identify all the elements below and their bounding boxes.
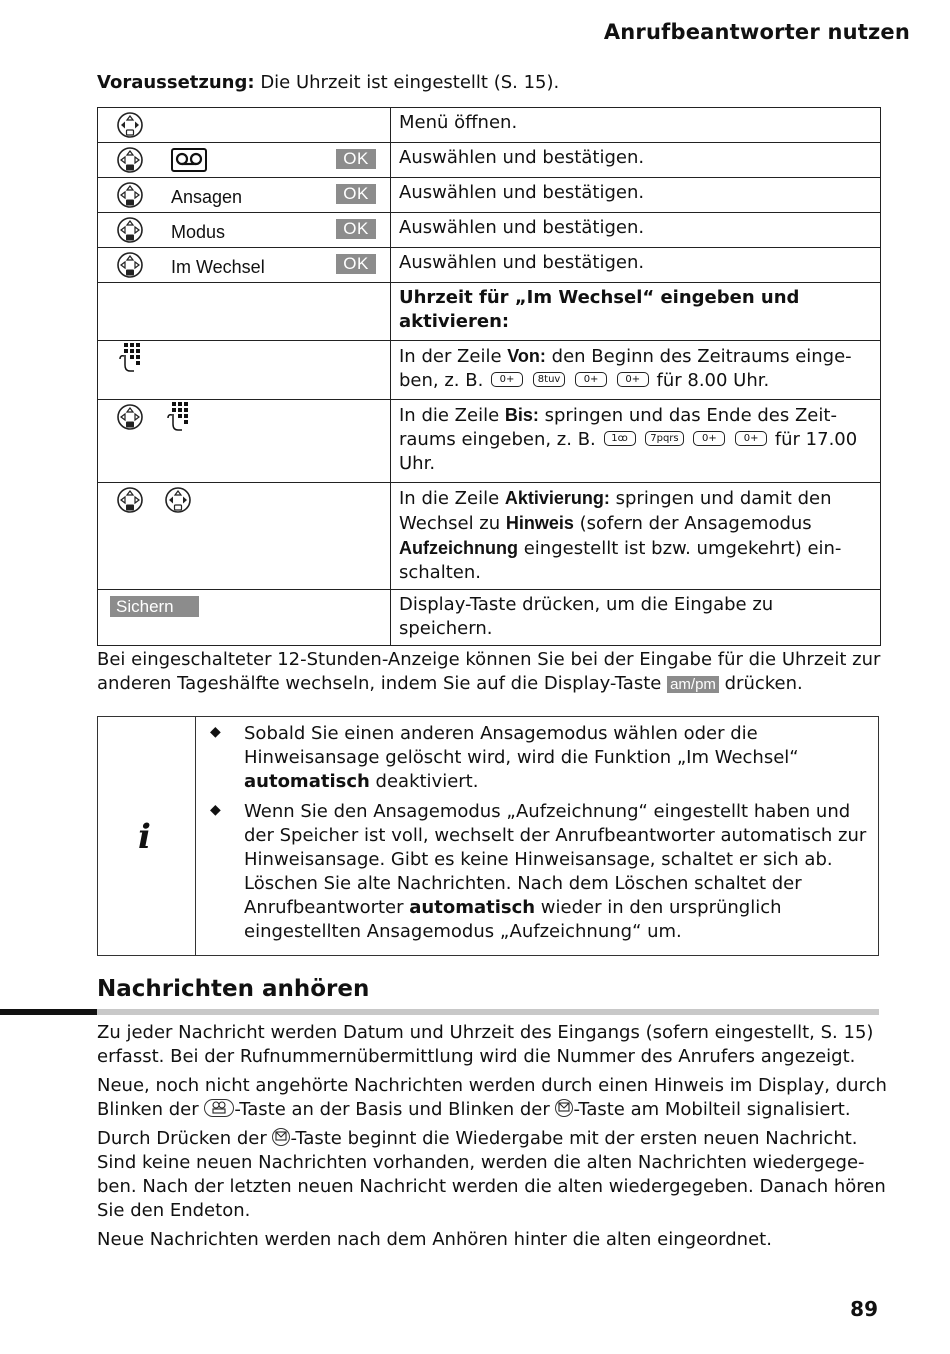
table-row	[98, 248, 881, 283]
emphasis: automatisch	[244, 771, 370, 792]
ok-softkey[interactable]: OK	[336, 254, 376, 274]
table-row	[98, 483, 881, 590]
digit-key: 0+	[617, 372, 649, 387]
base-message-key-icon	[204, 1099, 234, 1117]
text: -Taste beginnt die Wiedergabe mit der ersten neuen Nachricht. Sind keine neuen Nachrichten vorhanden, werden die alten Nachrichten wiedergege-ben. Nach der letzten neuen Nachricht werden die alten wiedergegeben. Danach hören Sie den Endeton.	[97, 1128, 886, 1221]
nav-key-icon	[114, 109, 146, 141]
nav-key-icon	[114, 249, 146, 281]
step-desc	[391, 400, 881, 483]
digit-key: 0+	[693, 431, 725, 446]
message-key-icon	[272, 1128, 290, 1146]
nav-key-icon	[162, 484, 194, 516]
step-desc: Auswählen und bestätigen.	[391, 143, 881, 178]
text: springen und das Ende des Zeit-raums eingeben, z. B.	[399, 405, 837, 450]
bullet-icon: ◆	[210, 802, 221, 818]
table-row	[98, 178, 881, 213]
text: Sobald Sie einen anderen Ansagemodus wählen oder die Hinweisansage gelöscht wird, wird die Funktion „Im Wechsel“	[244, 723, 799, 768]
step-desc: Menü öffnen.	[391, 108, 881, 143]
prerequisite	[97, 72, 559, 93]
info-bullet-2	[244, 800, 872, 944]
ok-softkey[interactable]: OK	[336, 184, 376, 204]
text: Bei eingeschalteter 12-Stunden-Anzeige können Sie bei der Eingabe für die Uhrzeit zur anderen Tageshälfte wechseln, indem Sie auf die Display-Taste	[97, 649, 881, 694]
text: In der Zeile	[399, 346, 508, 367]
text: für 17.00 Uhr.	[399, 429, 858, 474]
section-rule	[0, 1009, 97, 1015]
table-row	[98, 590, 881, 646]
message-key-icon	[555, 1099, 573, 1117]
nav-key-icon	[114, 401, 146, 433]
paragraph: Neue Nachrichten werden nach dem Anhören hinter die alten eingeordnet.	[97, 1229, 772, 1250]
prerequisite-label: Voraussetzung:	[97, 72, 255, 93]
text: deaktiviert.	[369, 771, 479, 792]
steps-table	[97, 107, 881, 646]
digit-key: 1ꝏ	[604, 431, 636, 446]
save-softkey[interactable]: Sichern	[110, 596, 199, 617]
text: -Taste an der Basis und Blinken der	[234, 1099, 556, 1120]
paragraph: Zu jeder Nachricht werden Datum und Uhrzeit des Eingangs (sofern eingestellt, S. 15) erfasst. Bei der Rufnummernübermittlung wird die Nummer des Anrufers angezeigt.	[97, 1022, 874, 1067]
nav-key-icon	[114, 214, 146, 246]
digit-key: 0+	[491, 372, 523, 387]
text: wieder in den ursprünglich eingestellten Ansagemodus „Aufzeichnung“ um.	[244, 897, 782, 942]
text: drücken.	[718, 673, 803, 694]
table-row	[98, 400, 881, 483]
text: In die Zeile	[399, 488, 505, 509]
text: Neue, noch nicht angehörte Nachrichten werden durch einen Hinweis im Display, durch Blinken der	[97, 1075, 887, 1120]
field-name: Von:	[507, 346, 546, 366]
nav-key-icon	[114, 144, 146, 176]
section-title: Nachrichten anhören	[97, 976, 370, 1002]
text: eingestellt ist bzw. umgekehrt) ein-schalten.	[399, 538, 842, 583]
text: für 8.00 Uhr.	[650, 370, 770, 391]
paragraph	[97, 1127, 887, 1223]
prerequisite-text: Die Uhrzeit ist eingestellt (S. 15).	[254, 72, 560, 93]
menu-item-label: Modus	[171, 222, 226, 242]
ok-softkey[interactable]: OK	[336, 149, 376, 169]
step-desc	[391, 483, 881, 590]
table-row	[98, 341, 881, 400]
ampm-note	[97, 648, 887, 697]
keypad-icon	[164, 400, 196, 432]
text: springen und damit den Wechsel zu	[399, 488, 832, 534]
mode-name: Hinweis	[505, 513, 574, 533]
subheading: Uhrzeit für „Im Wechsel“ eingeben und aktivieren:	[391, 283, 881, 341]
text: den Beginn des Zeitraums einge-ben, z. B.	[399, 346, 852, 391]
table-row	[98, 108, 881, 143]
step-desc: Auswählen und bestätigen.	[391, 213, 881, 248]
section-rule	[97, 1009, 879, 1015]
info-bullet-1	[244, 722, 872, 794]
keypad-icon	[116, 341, 148, 373]
nav-key-icon	[114, 179, 146, 211]
field-name: Bis:	[504, 405, 539, 425]
digit-key: 0+	[575, 372, 607, 387]
table-row	[98, 283, 881, 341]
menu-item-label: Ansagen	[171, 187, 243, 207]
step-desc: Auswählen und bestätigen.	[391, 248, 881, 283]
divider	[195, 717, 196, 955]
digit-key: 0+	[735, 431, 767, 446]
field-name: Aktivierung:	[504, 488, 610, 508]
answering-machine-icon	[171, 148, 207, 172]
emphasis: automatisch	[409, 897, 536, 918]
table-row	[98, 213, 881, 248]
digit-key: 7pqrs	[645, 431, 683, 446]
table-row	[98, 143, 881, 178]
ok-softkey[interactable]: OK	[336, 219, 376, 239]
step-desc: Display-Taste drücken, um die Eingabe zu speichern.	[391, 590, 881, 646]
page-number: 89	[850, 1297, 878, 1321]
nav-key-icon	[114, 484, 146, 516]
text: Wenn Sie den Ansagemodus „Aufzeichnung“ eingestellt haben und der Speicher ist voll, wechselt der Anrufbeantworter automatisch zur Hinweisansage. Gibt es keine Hinweisansage, schaltet er sich ab. Löschen Sie alte Nachrichten. Nach dem Löschen schaltet der Anrufbeantworter	[244, 801, 867, 918]
bullet-icon: ◆	[210, 724, 221, 740]
text: In die Zeile	[399, 405, 505, 426]
text: -Taste am Mobilteil signalisiert.	[573, 1099, 851, 1120]
text: Durch Drücken der	[97, 1128, 273, 1149]
step-desc: Auswählen und bestätigen.	[391, 178, 881, 213]
digit-key: 8tuv	[533, 372, 566, 387]
step-desc	[391, 341, 881, 400]
running-header: Anrufbeantworter nutzen	[603, 20, 910, 44]
text: (sofern der Ansagemodus	[573, 513, 812, 534]
info-icon: i	[138, 817, 151, 857]
mode-name: Aufzeichnung	[399, 538, 518, 558]
info-box	[97, 716, 879, 956]
ampm-softkey[interactable]: am/pm	[667, 676, 719, 693]
menu-item-label: Im Wechsel	[171, 257, 265, 277]
paragraph	[97, 1074, 887, 1122]
